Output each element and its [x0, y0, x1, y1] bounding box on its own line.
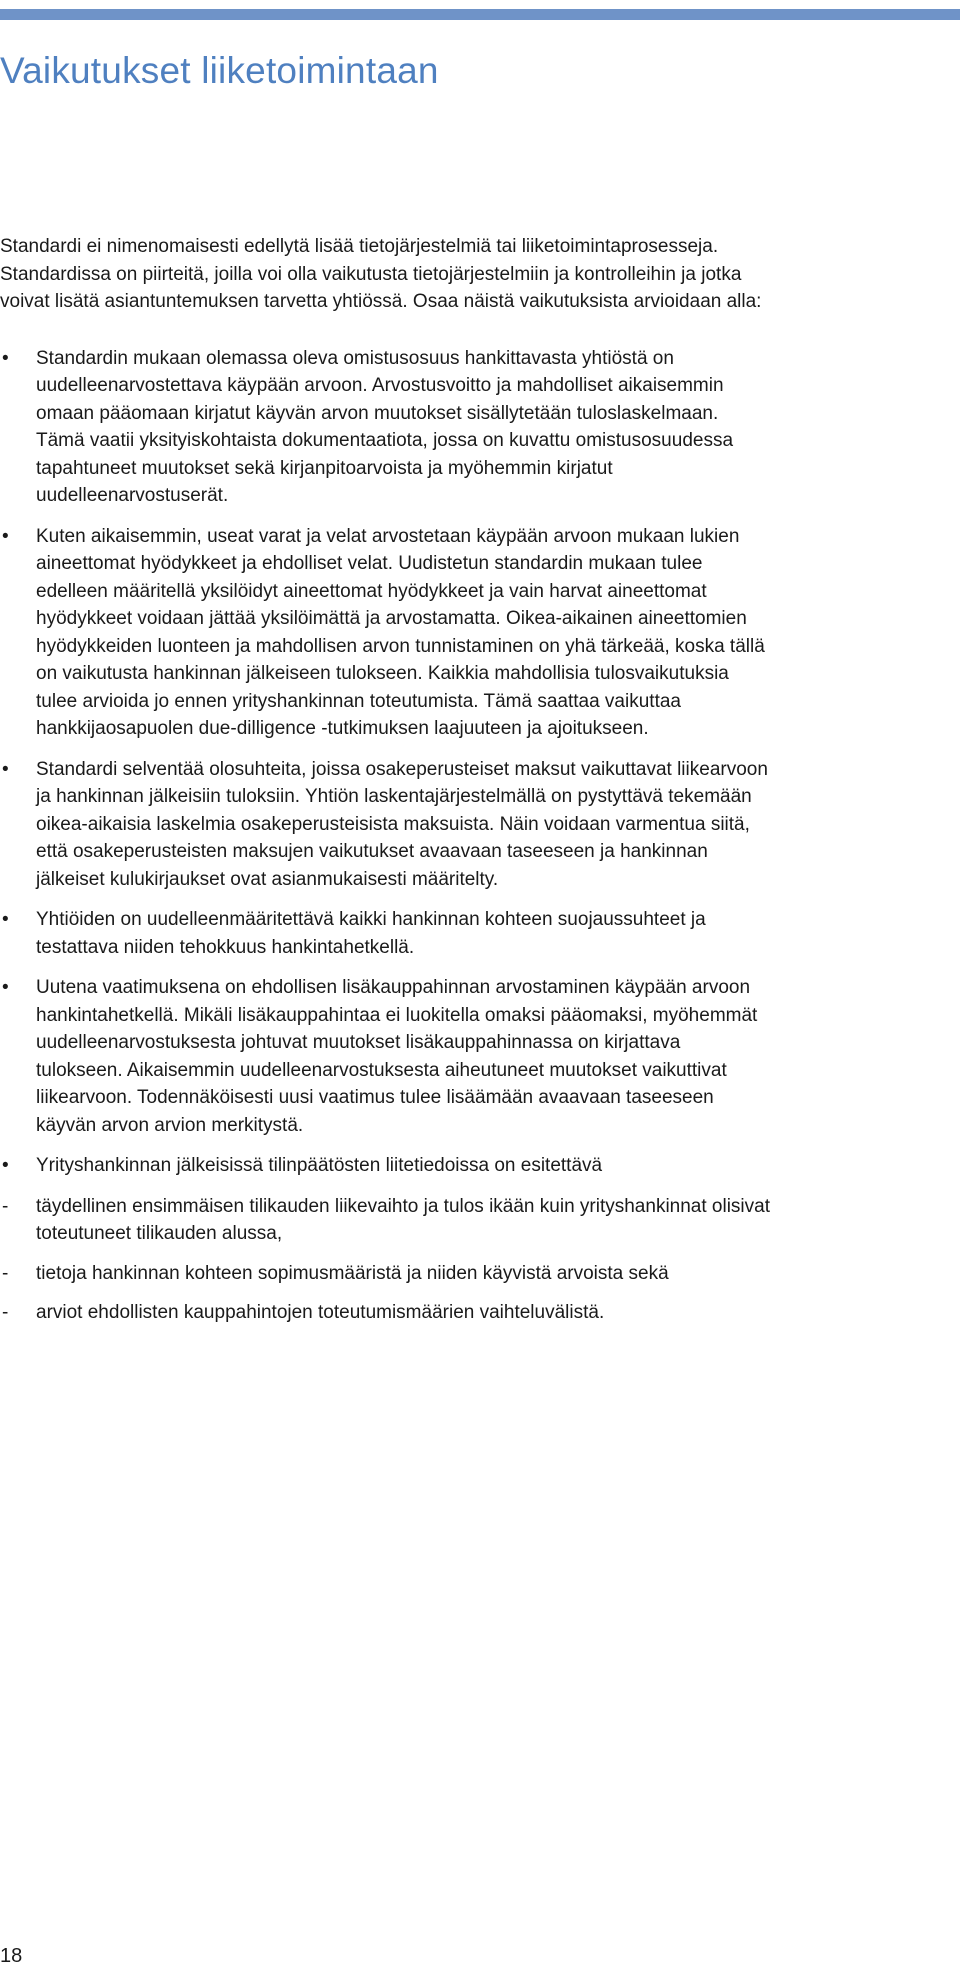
list-item-text: Yrityshankinnan jälkeisissä tilinpäätösten liitetiedoissa on esitettävä: [36, 1155, 603, 1176]
dash-list-item: [0, 1193, 770, 1248]
page-number: 18: [0, 1945, 23, 1967]
bullet-list: [0, 345, 770, 1180]
dash-marker: -: [2, 1302, 9, 1323]
bullet-marker: •: [2, 347, 9, 369]
dash-list: [0, 1193, 770, 1327]
dash-item-text: arviot ehdollisten kauppahintojen toteutumismäärien vaihteluvälistä.: [36, 1302, 605, 1323]
list-item: [0, 906, 770, 961]
bullet-marker: •: [2, 525, 9, 547]
dash-list-item: [0, 1299, 770, 1327]
dash-item-text: tietoja hankinnan kohteen sopimusmääristä ja niiden käyvistä arvoista sekä: [36, 1262, 669, 1284]
header-accent-bar: [0, 9, 960, 20]
dash-list-item: [0, 1260, 770, 1288]
list-item-text: Kuten aikaisemmin, useat varat ja velat arvostetaan käypään arvoon mukaan lukien aineettomat hyödykkeet ja ehdolliset velat. Uudistetun standardin mukaan tulee edelleen määritellä yksilöidyt aineettomat hyödykkeet ja vain harvat aineettomat hyödykkeet voidaan jättää yksilöimättä ja arvostamatta. Oikea-aikainen aineettomien hyödykkeiden luonteen ja mahdollisen arvon tunnistaminen on yhä tärkeää, koska tällä on vaikutusta hankinnan jälkeiseen tulokseen. Kaikkia mahdollisia tulosvaikutuksia tulee arvioida jo ennen yrityshankinnan toteutumista. Tämä saattaa vaikuttaa hankkijaosapuolen due-dilligence -tutkimuksen laajuuteen ja ajoitukseen.: [36, 525, 765, 739]
bullet-marker: •: [2, 977, 9, 998]
list-item: [0, 345, 770, 510]
list-item: [0, 523, 770, 743]
list-item-text: Standardin mukaan olemassa oleva omistusosuus hankittavasta yhtiöstä on uudelleenarvostettava käypään arvoon. Arvostusvoitto ja mahdolliset aikaisemmin omaan pääomaan kirjatut käyvän arvon muutokset sisällytetään tuloslaskelmaan. Tämä vaatii yksityiskohtaista dokumentaatiota, jossa on kuvattu omistusosuudessa tapahtuneet muutokset sekä kirjanpitoarvoista ja myöhemmin kirjatut uudelleenarvostuserät.: [36, 347, 734, 506]
dash-marker: -: [2, 1195, 9, 1217]
list-item-text: Standardi selventää olosuhteita, joissa osakeperusteiset maksut vaikuttavat liikearvoon ja hankinnan jälkeisiin tuloksiin. Yhtiön laskentajärjestelmällä on pystyttävä tekemään oikea-aikaisia laskelmia osakeperusteisista maksuista. Näin voidaan varmentua siitä, että osakeperusteisten maksujen vaikutukset avaavaan taseeseen ja hankinnan jälkeiset kulukirjaukset ovat asianmukaisesti määritelty.: [36, 758, 768, 890]
list-item: [0, 974, 770, 1139]
dash-marker: -: [2, 1262, 9, 1284]
bullet-marker: •: [2, 1155, 9, 1176]
list-item-text: Yhtiöiden on uudelleenmääritettävä kaikki hankinnan kohteen suojaussuhteet ja testattava niiden tehokkuus hankintahetkellä.: [36, 909, 706, 958]
bullet-marker: •: [2, 758, 9, 780]
list-item: [0, 756, 770, 894]
bullet-marker: •: [2, 909, 9, 930]
list-item: [0, 1152, 770, 1180]
document-body: [0, 233, 770, 1339]
intro-paragraph: Standardi ei nimenomaisesti edellytä lisää tietojärjestelmiä tai liiketoimintaprosesseja. Standardissa on piirteitä, joilla voi olla vaikutusta tietojärjestelmiin ja kontrolleihin ja jotka voivat lisätä asiantuntemuksen tarvetta yhtiössä. Osaa näistä vaikutuksista arvioidaan alla:: [0, 236, 762, 312]
page-title: Vaikutukset liiketoimintaan: [0, 50, 439, 91]
list-item-text: Uutena vaatimuksena on ehdollisen lisäkauppahinnan arvostaminen käypään arvoon hankintahetkellä. Mikäli lisäkauppahintaa ei luokitella omaksi pääomaksi, myöhemmät uudelleenarvostuksesta johtuvat muutokset lisäkauppahinnassa on kirjattava tulokseen. Aikaisemmin uudelleenarvostuksesta aiheutuneet muutokset vaikuttivat liikearvoon. Todennäköisesti uusi vaatimus tulee lisäämään avaavaan taseeseen käyvän arvon arvion merkitystä.: [36, 977, 758, 1136]
dash-item-text: täydellinen ensimmäisen tilikauden liikevaihto ja tulos ikään kuin yrityshankinnat olisivat toteutuneet tilikauden alussa,: [36, 1195, 770, 1244]
